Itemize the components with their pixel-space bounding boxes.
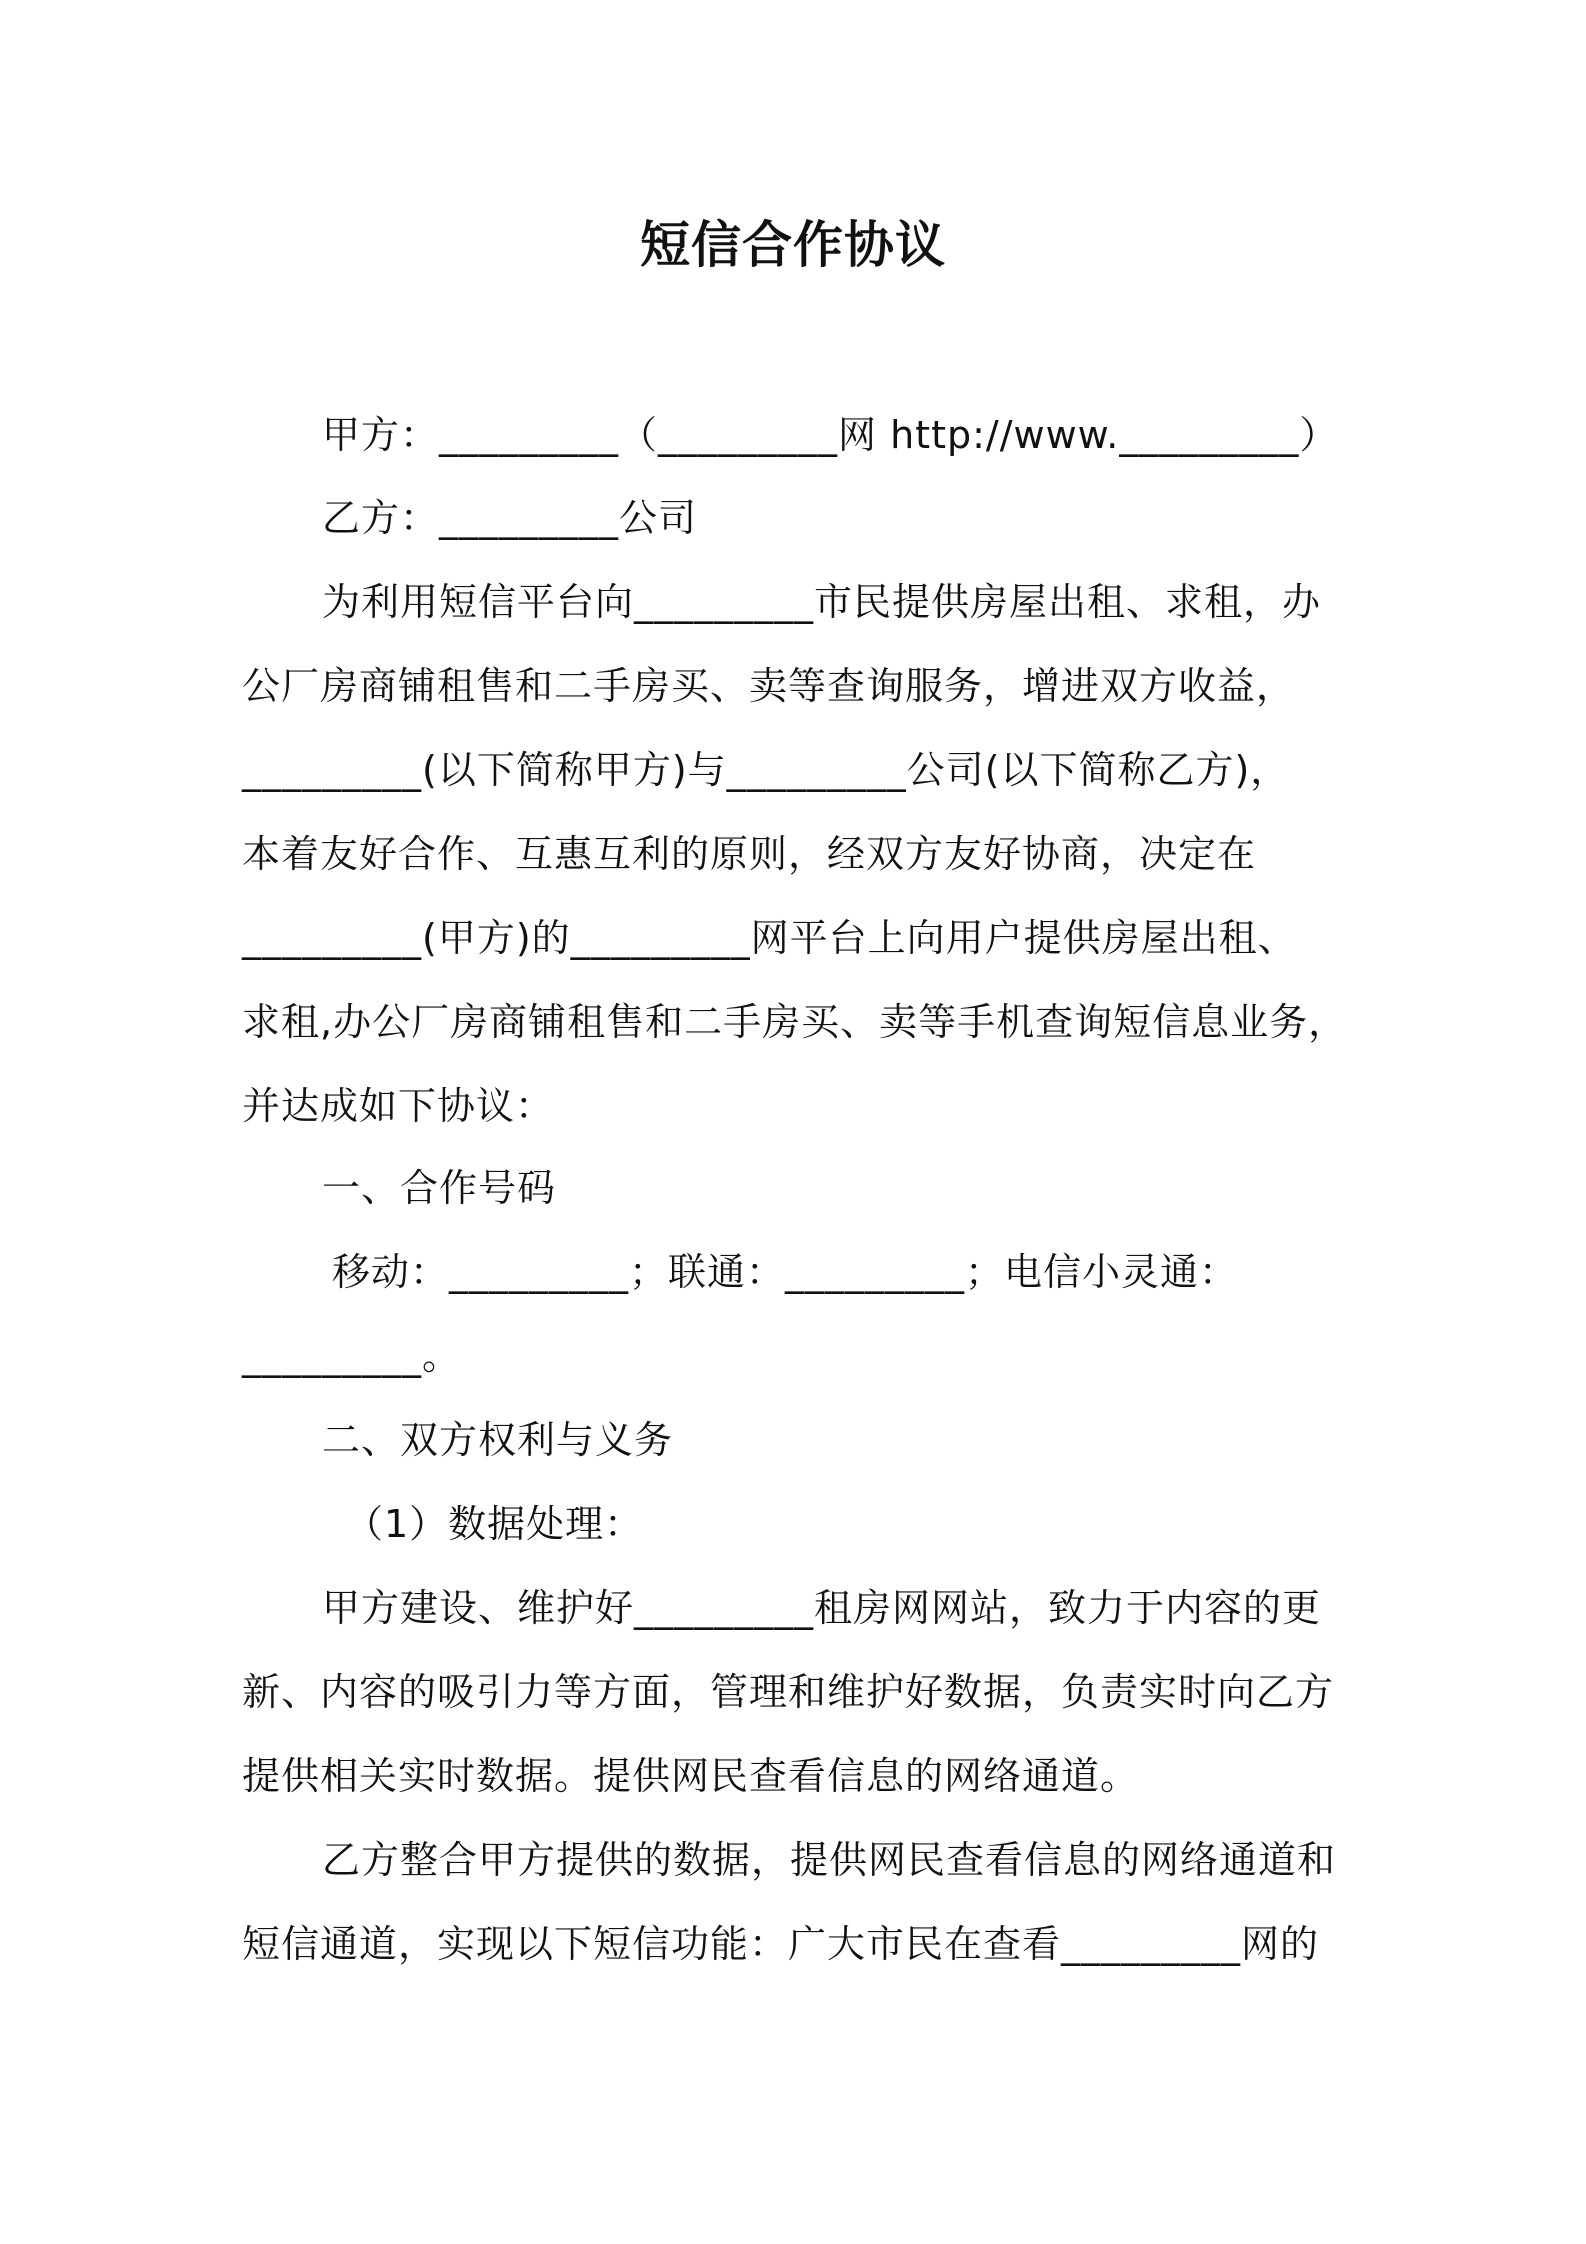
numbers-line: _________。 <box>242 1334 462 1378</box>
party-b-line: 乙方：_________公司 <box>322 496 698 540</box>
paragraph-line: _________(甲方)的_________网平台上向用户提供房屋出租、 <box>242 916 1297 960</box>
subsection-heading: （1）数据处理： <box>345 1502 644 1546</box>
party-a-line: 甲方：_________（_________网 http://www._________） <box>322 413 1339 457</box>
paragraph-line: 乙方整合甲方提供的数据，提供网民查看信息的网络通道和 <box>322 1838 1337 1882</box>
paragraph-line: 为利用短信平台向_________市民提供房屋出租、求租，办 <box>322 580 1322 624</box>
numbers-line: 移动：_________；联通：_________；电信小灵通： <box>332 1250 1239 1294</box>
paragraph-line: 公厂房商铺租售和二手房买、卖等查询服务，增进双方收益， <box>242 664 1296 708</box>
paragraph-line: 并达成如下协议： <box>242 1084 555 1128</box>
paragraph-line: _________(以下简称甲方)与_________公司(以下简称乙方)， <box>242 748 1290 792</box>
paragraph-line: 本着友好合作、互惠互利的原则，经双方友好协商，决定在 <box>242 832 1257 876</box>
paragraph-line: 短信通道，实现以下短信功能：广大市民在查看_________网的 <box>242 1922 1320 1966</box>
paragraph-line: 提供相关实时数据。提供网民查看信息的网络通道。 <box>242 1754 1140 1798</box>
paragraph-line: 甲方建设、维护好_________租房网网站，致力于内容的更 <box>322 1586 1322 1630</box>
document-title: 短信合作协议 <box>640 216 946 274</box>
paragraph-line: 新、内容的吸引力等方面，管理和维护好数据，负责实时向乙方 <box>242 1670 1335 1714</box>
paragraph-line: 求租,办公厂房商铺租售和二手房买、卖等手机查询短信息业务， <box>242 1000 1348 1044</box>
section-heading: 二、双方权利与义务 <box>322 1418 674 1462</box>
section-heading: 一、合作号码 <box>322 1166 557 1210</box>
